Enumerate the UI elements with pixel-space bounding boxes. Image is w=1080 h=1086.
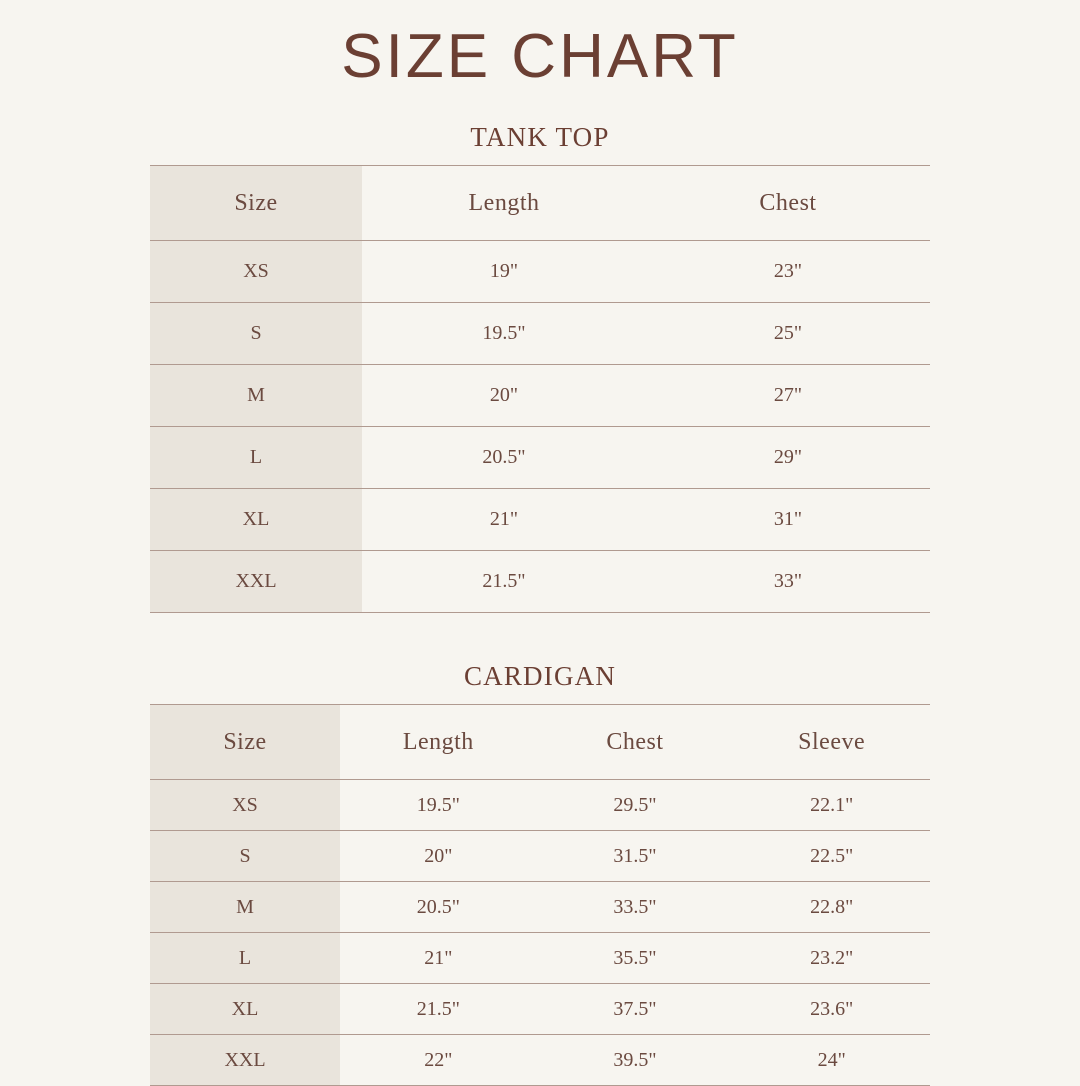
cell-sleeve: 23.2" [733,933,930,984]
column-header-size: Size [150,705,340,780]
table-row [150,984,930,1035]
cell-sleeve: 24" [733,1035,930,1086]
cell-length: 21.5" [340,984,537,1035]
cell-chest: 33" [646,551,930,613]
cell-size: L [150,427,362,489]
cell-chest: 31" [646,489,930,551]
page-title: SIZE CHART [341,22,739,91]
cell-size: S [150,831,340,882]
column-header-chest: Chest [646,166,930,241]
cell-size: L [150,933,340,984]
table-row [150,1035,930,1086]
cell-chest: 33.5" [537,882,734,933]
table-row [150,365,930,427]
table-header-tank-top [150,166,930,241]
cell-chest: 29.5" [537,780,734,831]
cell-length: 21" [340,933,537,984]
cell-size: S [150,303,362,365]
section-cardigan [150,661,930,1086]
cell-sleeve: 23.6" [733,984,930,1035]
column-header-sleeve: Sleeve [733,705,930,780]
cell-sleeve: 22.8" [733,882,930,933]
table-row [150,241,930,303]
cell-length: 20" [362,365,646,427]
cell-chest: 37.5" [537,984,734,1035]
column-header-length: Length [362,166,646,241]
table-header-cardigan [150,705,930,780]
size-table-cardigan [150,704,930,1086]
table-row [150,780,930,831]
cell-length: 20" [340,831,537,882]
table-body-tank-top [150,241,930,613]
cell-sleeve: 22.1" [733,780,930,831]
size-table-tank-top [150,165,930,613]
cell-length: 19.5" [340,780,537,831]
cell-size: XXL [150,551,362,613]
cell-chest: 25" [646,303,930,365]
cell-size: M [150,365,362,427]
cell-length: 22" [340,1035,537,1086]
cell-size: XXL [150,1035,340,1086]
cell-chest: 39.5" [537,1035,734,1086]
cell-length: 21" [362,489,646,551]
table-row [150,882,930,933]
cell-chest: 27" [646,365,930,427]
section-title-cardigan: CARDIGAN [463,661,617,692]
section-title-tank-top: TANK TOP [470,122,610,153]
cell-sleeve: 22.5" [733,831,930,882]
table-row [150,303,930,365]
cell-length: 20.5" [340,882,537,933]
cell-length: 21.5" [362,551,646,613]
cell-chest: 29" [646,427,930,489]
column-header-chest: Chest [537,705,734,780]
table-row [150,489,930,551]
table-row [150,427,930,489]
table-row [150,933,930,984]
cell-chest: 23" [646,241,930,303]
cell-size: XL [150,489,362,551]
table-body-cardigan [150,780,930,1086]
column-header-length: Length [340,705,537,780]
column-header-size: Size [150,166,362,241]
cell-length: 19" [362,241,646,303]
cell-size: XS [150,241,362,303]
cell-size: XS [150,780,340,831]
table-row [150,831,930,882]
cell-length: 20.5" [362,427,646,489]
cell-size: XL [150,984,340,1035]
table-header-row [150,705,930,780]
cell-chest: 35.5" [537,933,734,984]
cell-length: 19.5" [362,303,646,365]
cell-chest: 31.5" [537,831,734,882]
section-tank-top [150,122,930,613]
cell-size: M [150,882,340,933]
table-header-row [150,166,930,241]
table-row [150,551,930,613]
